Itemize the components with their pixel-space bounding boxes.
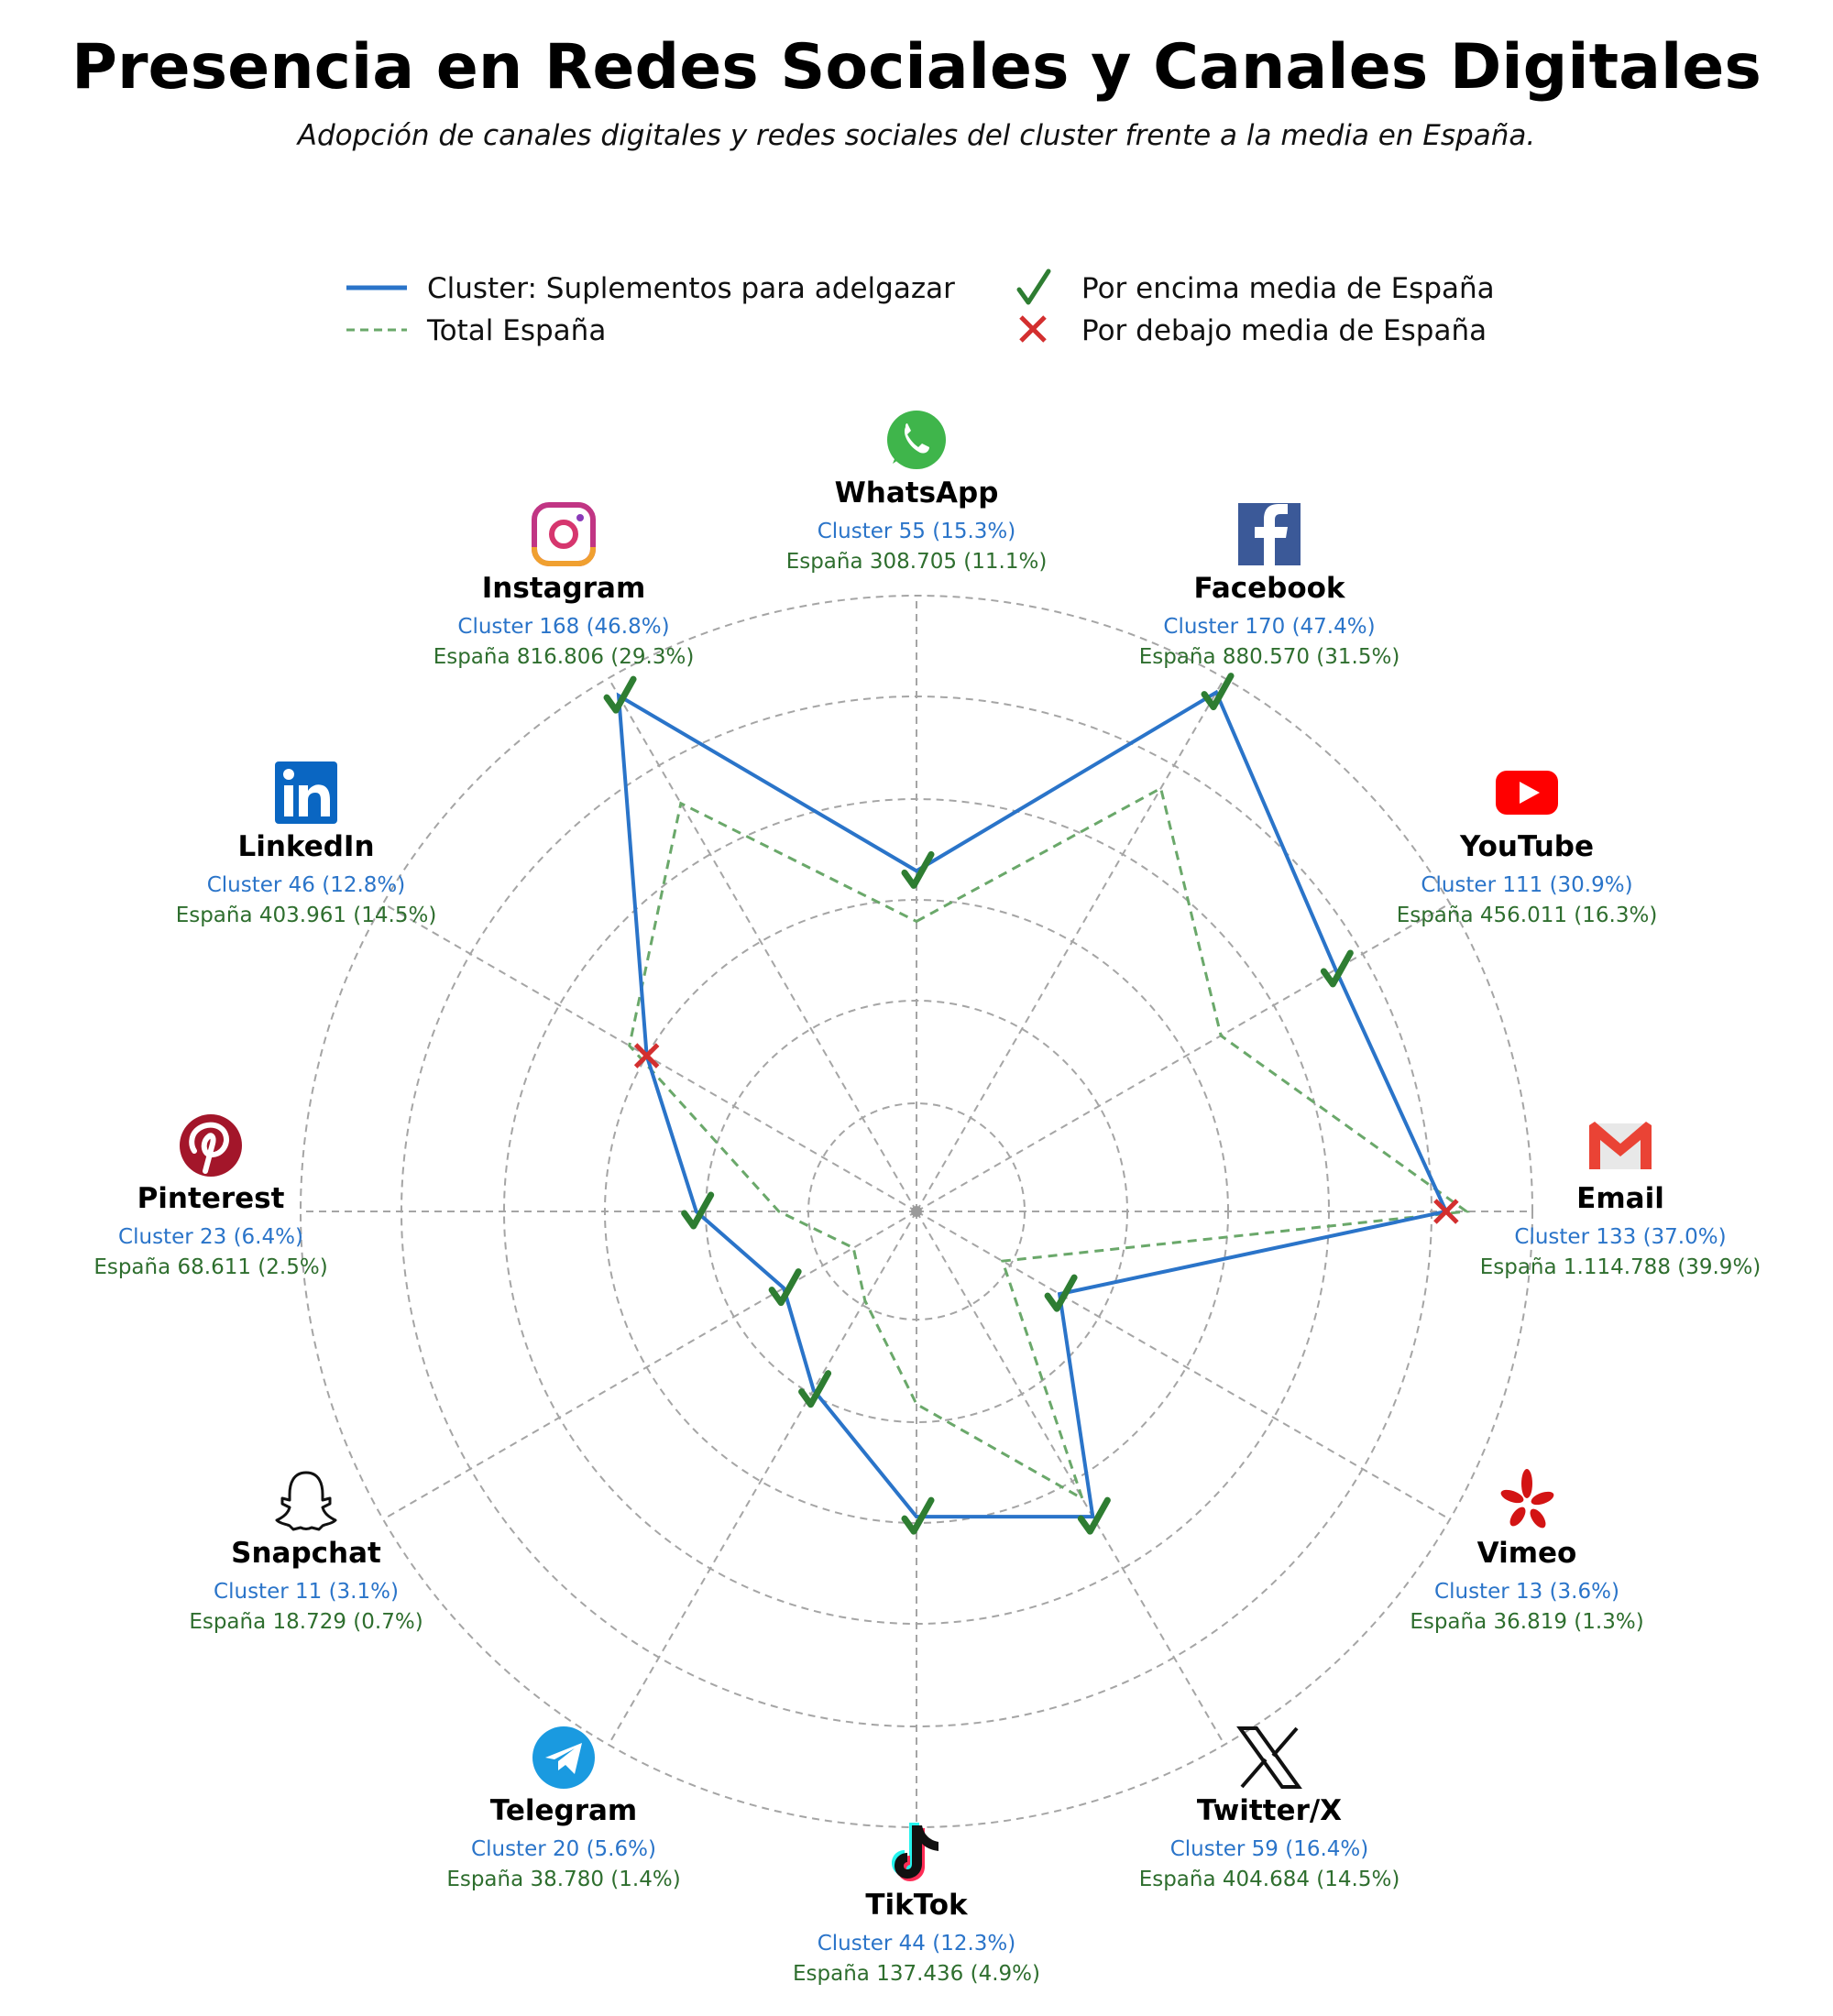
category-spain-value: España 403.961 (14.5%) [175,904,437,927]
category-label-vimeo [1410,1469,1643,1634]
whatsapp-icon [887,411,946,469]
category-name: Pinterest [137,1182,285,1215]
category-spain-value: España 1.114.788 (39.9%) [1479,1255,1762,1279]
legend-cluster-label: Cluster: Suplementos para adelgazar [427,272,955,305]
category-cluster-value: Cluster 111 (30.9%) [1421,873,1633,897]
linkedin-icon [275,761,337,824]
facebook-icon [1238,503,1301,565]
category-name: YouTube [1460,830,1594,863]
legend-spain-label: Total España [427,314,607,347]
category-cluster-value: Cluster 20 (5.6%) [471,1837,656,1861]
radar-grid [301,596,1532,1827]
grid-spoke [916,678,1224,1211]
category-name: Telegram [489,1794,638,1827]
category-spain-value: España 137.436 (4.9%) [793,1962,1040,1986]
legend [346,271,1495,347]
category-spain-value: España 38.780 (1.4%) [446,1868,681,1891]
grid-spoke [383,1211,916,1519]
category-cluster-value: Cluster 170 (47.4%) [1163,615,1376,639]
twitter-x-icon [1240,1728,1299,1787]
category-spain-value: España 404.684 (14.5%) [1138,1868,1400,1891]
category-label-linkedin [176,761,437,927]
chart-subtitle: Adopción de canales digitales y redes sociales del cluster frente a la media en España. [297,119,1536,152]
legend-cross-icon [1021,317,1045,341]
category-cluster-value: Cluster 11 (3.1%) [214,1580,399,1604]
category-name: Vimeo [1476,1537,1577,1570]
telegram-icon [532,1726,595,1789]
series-line-total-espana [630,788,1466,1498]
category-name: Twitter/X [1196,1794,1343,1827]
category-cluster-value: Cluster 168 (46.8%) [457,615,670,639]
grid-spoke [609,1211,916,1745]
center-dot [911,1206,922,1217]
category-spain-value: España 18.729 (0.7%) [189,1610,423,1634]
category-spain-value: España 308.705 (11.1%) [785,550,1048,574]
tiktok-icon [892,1823,938,1881]
category-cluster-value: Cluster 44 (12.3%) [817,1932,1016,1956]
grid-spoke [609,678,916,1211]
legend-check-icon [1019,271,1048,302]
category-name: TikTok [865,1889,968,1922]
category-name: Instagram [481,572,646,605]
category-label-tiktok [793,1823,1040,1986]
category-cluster-value: Cluster 59 (16.4%) [1169,1837,1369,1861]
category-spain-value: España 36.819 (1.3%) [1410,1610,1644,1634]
category-name: Snapchat [231,1537,381,1570]
email-icon [1589,1122,1652,1169]
series-layer [619,693,1466,1517]
category-cluster-value: Cluster 23 (6.4%) [118,1225,303,1249]
chart-title: Presencia en Redes Sociales y Canales Digitales [71,31,1762,104]
category-labels [93,411,1761,1986]
pinterest-icon [180,1114,242,1177]
category-label-telegram [446,1726,680,1891]
category-cluster-value: Cluster 46 (12.8%) [206,873,406,897]
category-name: Facebook [1193,572,1345,605]
grid-spoke [916,1211,1450,1519]
category-cluster-value: Cluster 133 (37.0%) [1514,1225,1727,1249]
category-label-facebook [1139,503,1400,669]
category-label-whatsapp [786,411,1048,574]
category-label-pinterest [93,1114,327,1279]
youtube-icon [1496,771,1558,815]
category-label-snapchat [189,1473,423,1634]
category-name: WhatsApp [834,477,999,509]
category-spain-value: España 816.806 (29.3%) [433,645,695,669]
category-spain-value: España 456.011 (16.3%) [1396,904,1658,927]
category-cluster-value: Cluster 55 (15.3%) [817,520,1016,543]
category-spain-value: España 880.570 (31.5%) [1138,645,1400,669]
category-label-email [1480,1122,1762,1279]
legend-below-label: Por debajo media de España [1081,314,1487,347]
category-name: LinkedIn [237,830,375,863]
category-label-youtube [1397,771,1658,927]
category-name: Email [1576,1182,1664,1215]
instagram-icon [534,505,593,564]
vimeo-icon [1499,1469,1556,1530]
legend-above-label: Por encima media de España [1081,272,1495,305]
category-label-instagram [434,505,695,669]
grid-spoke [916,904,1450,1211]
snapchat-icon [277,1473,335,1529]
category-spain-value: España 68.611 (2.5%) [93,1255,328,1279]
series-line-cluster [619,693,1446,1517]
category-cluster-value: Cluster 13 (3.6%) [1434,1580,1619,1604]
category-label-twitter-x [1139,1728,1400,1891]
